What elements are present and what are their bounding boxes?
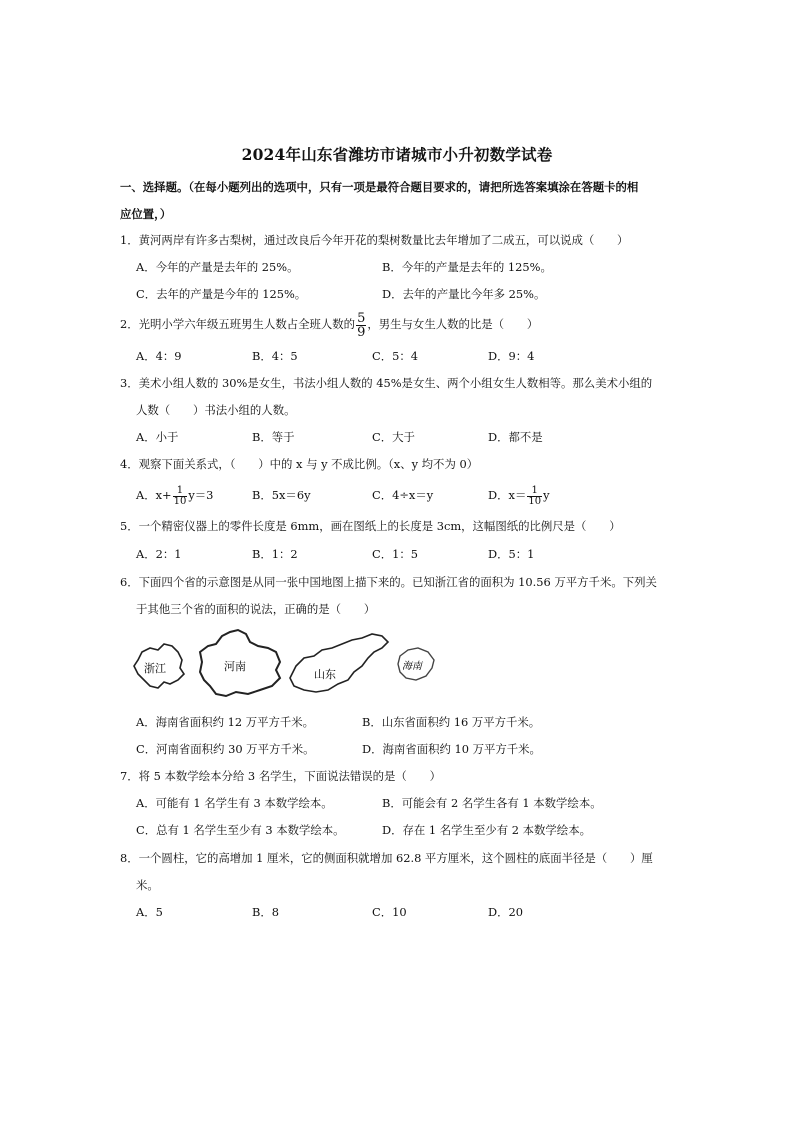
option-c[interactable]: C．10 — [372, 905, 407, 919]
question-number: 7． — [120, 769, 139, 783]
option-a[interactable]: A．小于 — [136, 430, 179, 444]
question-8-continued: 米。 — [136, 878, 159, 892]
option-c[interactable]: C．5：4 — [372, 349, 418, 363]
question-text: 美术小组人数的 30%是女生，书法小组人数的 45%是女生、两个小组女生人数相等。那么美术小组的 — [138, 376, 653, 390]
question-text: 观察下面关系式，（ ）中的 x 与 y 不成比例。（x、y 均不为 0） — [138, 457, 479, 471]
fraction-denominator: 9 — [357, 324, 366, 340]
option-d[interactable]: D．9：4 — [488, 349, 535, 363]
question-8 — [120, 845, 690, 872]
question-4 — [120, 451, 690, 478]
question-6-continued: 于其他三个省的面积的说法，正确的是（ ） — [136, 602, 376, 616]
section-line-1: 一、选择题。（在每小题列出的选项中，只有一项是最符合题目要求的，请把所选答案填涂在答题卡的相 — [120, 180, 639, 194]
question-3 — [120, 370, 690, 397]
question-text-after: ，男生与女生人数的比是（ ） — [367, 317, 539, 331]
option-b[interactable]: B．8 — [252, 905, 280, 919]
fraction-numerator: 1 — [173, 486, 188, 497]
option-a-suffix: y＝3 — [188, 488, 214, 502]
question-2 — [120, 311, 690, 339]
option-c[interactable]: C．总有 1 名学生至少有 3 本数学绘本。 — [136, 823, 345, 837]
question-3-continued: 人数（ ）书法小组的人数。 — [136, 403, 296, 417]
option-b[interactable]: B．1：2 — [252, 547, 298, 561]
question-text: 一个圆柱，它的高增加 1 厘米，它的侧面积就增加 62.8 平方厘米，这个圆柱的底面半径是（ ）厘 — [138, 851, 653, 865]
option-d[interactable]: D．海南省面积约 10 万平方千米。 — [362, 742, 541, 756]
map-label-hainan: 海南 — [402, 661, 422, 672]
page-title: 2024年山东省潍坊市诸城市小升初数学试卷 — [241, 145, 553, 164]
option-b[interactable]: B．可能会有 2 名学生各有 1 本数学绘本。 — [382, 796, 602, 810]
question-text: 光明小学六年级五班男生人数占全班人数的 — [138, 317, 356, 331]
option-a[interactable]: A．2：1 — [136, 547, 182, 561]
fraction — [356, 312, 366, 339]
option-b[interactable]: B．山东省面积约 16 万平方千米。 — [362, 715, 541, 729]
option-c[interactable]: C．大于 — [372, 430, 415, 444]
question-text: 黄河两岸有许多古梨树，通过改良后今年开花的梨树数量比去年增加了二成五，可以说成（ ） — [138, 233, 629, 247]
map-label-henan: 河南 — [224, 660, 246, 673]
question-text: 一个精密仪器上的零件长度是 6mm，画在图纸上的长度是 3cm，这幅图纸的比例尺是（ ） — [138, 519, 621, 533]
option-c[interactable]: C．4÷x＝y — [372, 488, 434, 502]
option-a[interactable]: A．5 — [136, 905, 163, 919]
question-text: 下面四个省的示意图是从同一张中国地图上描下来的。已知浙江省的面积为 10.56 万平方千米。下列关 — [138, 575, 657, 589]
question-number: 4． — [120, 457, 139, 471]
fraction-numerator: 5 — [357, 310, 366, 326]
option-a[interactable] — [136, 482, 213, 509]
fraction — [173, 486, 188, 507]
map-label-shandong: 山东 — [314, 668, 336, 681]
option-b[interactable]: B．等于 — [252, 430, 295, 444]
zhejiang-map — [134, 644, 184, 688]
question-number: 5． — [120, 519, 139, 533]
question-text: 将 5 本数学绘本分给 3 名学生，下面说法错误的是（ ） — [138, 769, 441, 783]
question-5 — [120, 513, 690, 540]
option-d-suffix: y — [543, 488, 550, 502]
option-b[interactable]: B．5x＝6y — [252, 488, 311, 502]
fraction-denominator: 10 — [528, 495, 542, 507]
question-7 — [120, 763, 690, 790]
option-d[interactable]: D．5：1 — [488, 547, 535, 561]
option-a[interactable]: A．海南省面积约 12 万平方千米。 — [136, 715, 315, 729]
option-c[interactable]: C．1：5 — [372, 547, 418, 561]
henan-map — [200, 630, 280, 696]
fraction — [527, 486, 542, 507]
option-a[interactable]: A．今年的产量是去年的 25%。 — [136, 260, 299, 274]
shandong-map — [290, 634, 388, 692]
question-number: 1． — [120, 233, 139, 247]
question-number: 2． — [120, 317, 139, 331]
question-number: 8． — [120, 851, 139, 865]
section-heading — [120, 174, 690, 228]
province-maps-figure — [130, 622, 440, 700]
question-6 — [120, 569, 690, 596]
option-b[interactable]: B．今年的产量是去年的 125%。 — [382, 260, 552, 274]
option-d[interactable]: D．去年的产量比今年多 25%。 — [382, 287, 546, 301]
option-b[interactable]: B．4：5 — [252, 349, 298, 363]
option-a-prefix: A．x+ — [136, 488, 172, 502]
option-c[interactable]: C．去年的产量是今年的 125%。 — [136, 287, 307, 301]
option-d-prefix: D．x＝ — [488, 488, 527, 502]
map-label-zhejiang: 浙江 — [144, 662, 166, 675]
section-line-2: 应位置，） — [120, 207, 172, 221]
option-d[interactable] — [488, 482, 550, 509]
option-c[interactable]: C．河南省面积约 30 万平方千米。 — [136, 742, 315, 756]
fraction-denominator: 10 — [173, 495, 187, 507]
option-a[interactable]: A．可能有 1 名学生有 3 本数学绘本。 — [136, 796, 333, 810]
question-number: 6． — [120, 575, 139, 589]
option-d[interactable]: D．都不是 — [488, 430, 543, 444]
question-1 — [120, 227, 690, 254]
hainan-map — [398, 648, 434, 680]
question-number: 3． — [120, 376, 139, 390]
fraction-numerator: 1 — [527, 486, 542, 497]
option-d[interactable]: D．20 — [488, 905, 524, 919]
option-d[interactable]: D．存在 1 名学生至少有 2 本数学绘本。 — [382, 823, 591, 837]
option-a[interactable]: A．4：9 — [136, 349, 182, 363]
